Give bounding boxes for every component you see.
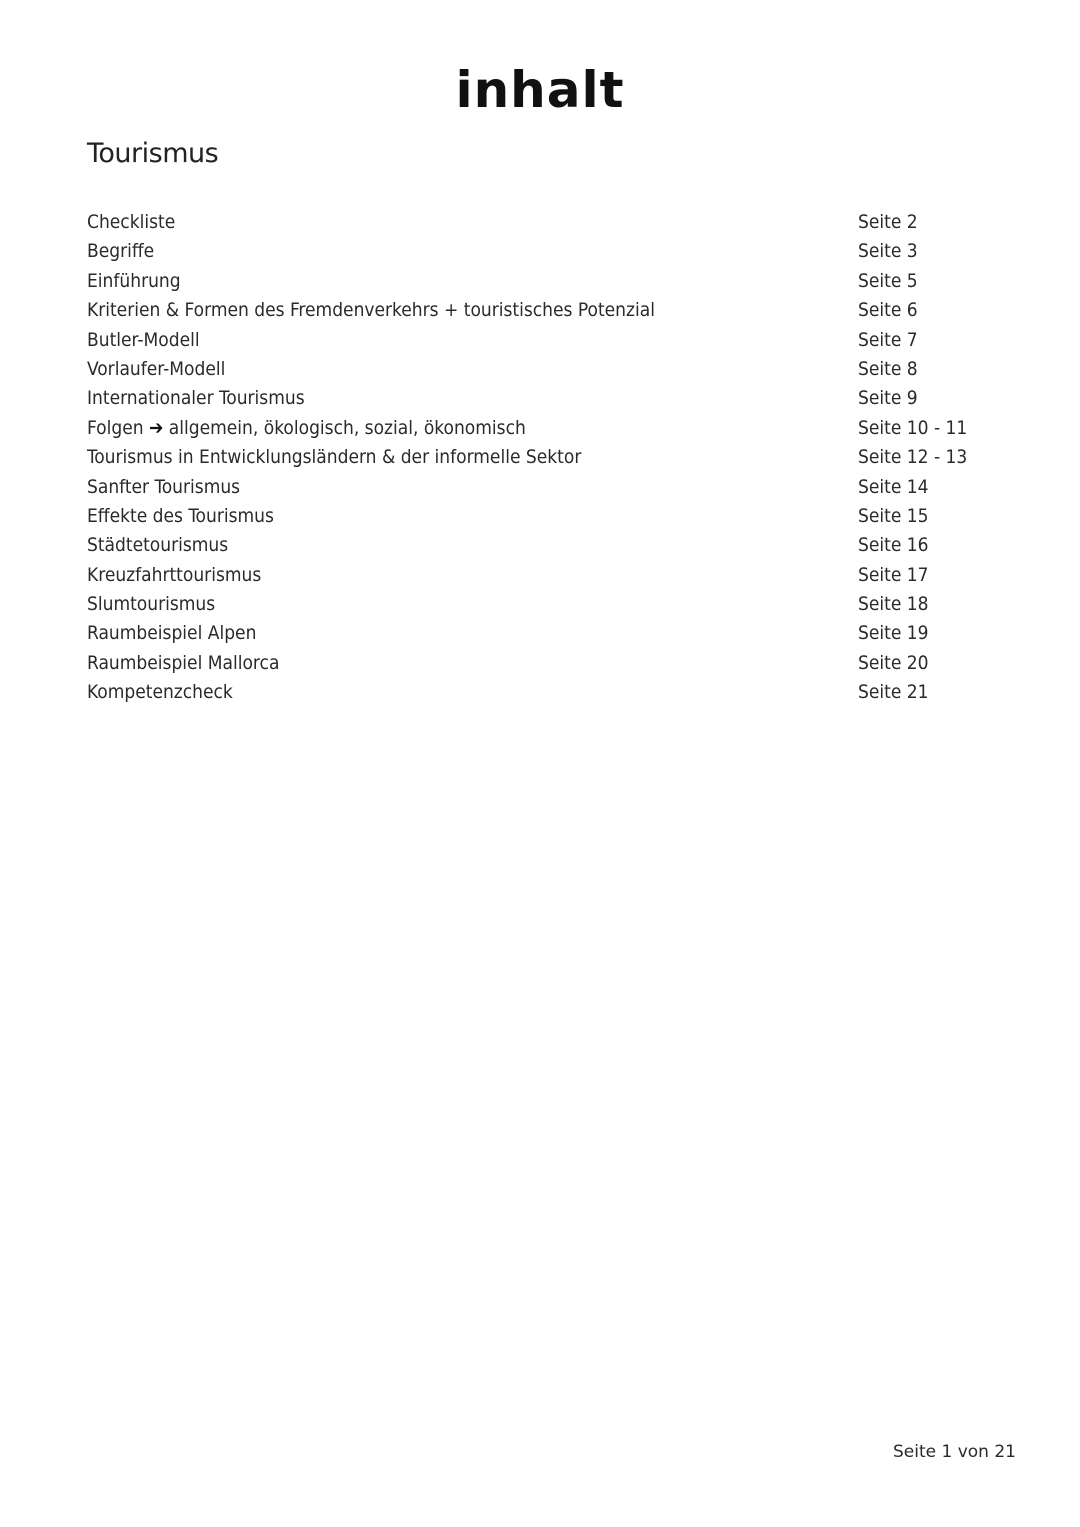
toc-entry-title: Effekte des Tourismus	[87, 504, 274, 527]
toc-entry-page: Seite 7	[858, 328, 918, 351]
toc-entry-einfuehrung[interactable]	[87, 267, 987, 296]
toc-entry-title: Checkliste	[87, 211, 176, 233]
toc-entry-title: Tourismus in Entwicklungsländern & der informelle Sektor	[87, 446, 582, 469]
toc-entry-title: Internationaler Tourismus	[87, 387, 305, 410]
page-footer: Seite 1 von 21	[893, 1442, 1016, 1462]
section-heading: Tourismus	[87, 138, 219, 169]
toc-entry-page: Seite 17	[858, 563, 929, 586]
toc-entry-page: Seite 2	[858, 211, 918, 233]
toc-entry-kompetenzcheck[interactable]	[87, 678, 987, 707]
toc-entry-page: Seite 9	[858, 387, 918, 410]
toc-entry-title: Kreuzfahrttourismus	[87, 563, 262, 586]
toc-entry-page: Seite 8	[858, 357, 918, 380]
toc-entry-page: Seite 15	[858, 504, 929, 527]
toc-entry-butler-modell[interactable]	[87, 326, 987, 355]
toc-entry-page: Seite 12 - 13	[858, 446, 968, 469]
toc-entry-page: Seite 10 - 11	[858, 416, 968, 439]
toc-entry-checkliste[interactable]	[87, 208, 987, 237]
toc-entry-title: Städtetourismus	[87, 534, 229, 557]
toc-entry-page: Seite 21	[858, 681, 929, 704]
toc-entry-page: Seite 19	[858, 622, 929, 645]
toc-entry-title: Butler-Modell	[87, 328, 200, 351]
toc-entry-title	[87, 414, 526, 443]
toc-entry-page: Seite 6	[858, 299, 918, 322]
toc-entry-effekte[interactable]	[87, 502, 987, 531]
toc-entry-page: Seite 5	[858, 269, 918, 292]
toc-entry-title: Begriffe	[87, 240, 155, 263]
toc-entry-kreuzfahrttourismus[interactable]	[87, 561, 987, 590]
toc-entry-title: Kompetenzcheck	[87, 681, 233, 704]
toc-entry-page: Seite 3	[858, 240, 918, 263]
toc-entry-page: Seite 20	[858, 651, 929, 674]
toc-entry-entwicklungslaender[interactable]	[87, 443, 987, 472]
toc-entry-title: Vorlaufer-Modell	[87, 357, 226, 380]
toc-entry-page: Seite 14	[858, 475, 929, 498]
toc-entry-staedtetourismus[interactable]	[87, 531, 987, 560]
table-of-contents	[87, 208, 987, 708]
toc-entry-raumbeispiel-alpen[interactable]	[87, 619, 987, 648]
toc-entry-vorlaufer-modell[interactable]	[87, 355, 987, 384]
toc-entry-sanfter-tourismus[interactable]	[87, 473, 987, 502]
toc-entry-title: Einführung	[87, 269, 181, 292]
toc-entry-title-prefix: Folgen	[87, 416, 144, 439]
toc-entry-title: Slumtourismus	[87, 593, 216, 616]
toc-entry-page: Seite 16	[858, 534, 929, 557]
toc-entry-page: Seite 18	[858, 593, 929, 616]
arrow-right-icon: ➔	[149, 416, 164, 439]
toc-entry-title: Kriterien & Formen des Fremdenverkehrs + touristisches Potenzial	[87, 299, 655, 322]
toc-entry-kriterien[interactable]	[87, 296, 987, 325]
toc-entry-title: Raumbeispiel Mallorca	[87, 651, 280, 674]
toc-entry-begriffe[interactable]	[87, 237, 987, 266]
toc-entry-internationaler-tourismus[interactable]	[87, 384, 987, 413]
page-title: inhalt	[455, 61, 625, 119]
toc-entry-folgen[interactable]	[87, 414, 987, 443]
toc-entry-title: Raumbeispiel Alpen	[87, 622, 257, 645]
toc-entry-title: Sanfter Tourismus	[87, 475, 241, 498]
toc-entry-raumbeispiel-mallorca[interactable]	[87, 649, 987, 678]
toc-entry-slumtourismus[interactable]	[87, 590, 987, 619]
toc-entry-title-suffix: allgemein, ökologisch, sozial, ökonomisch	[168, 416, 526, 439]
